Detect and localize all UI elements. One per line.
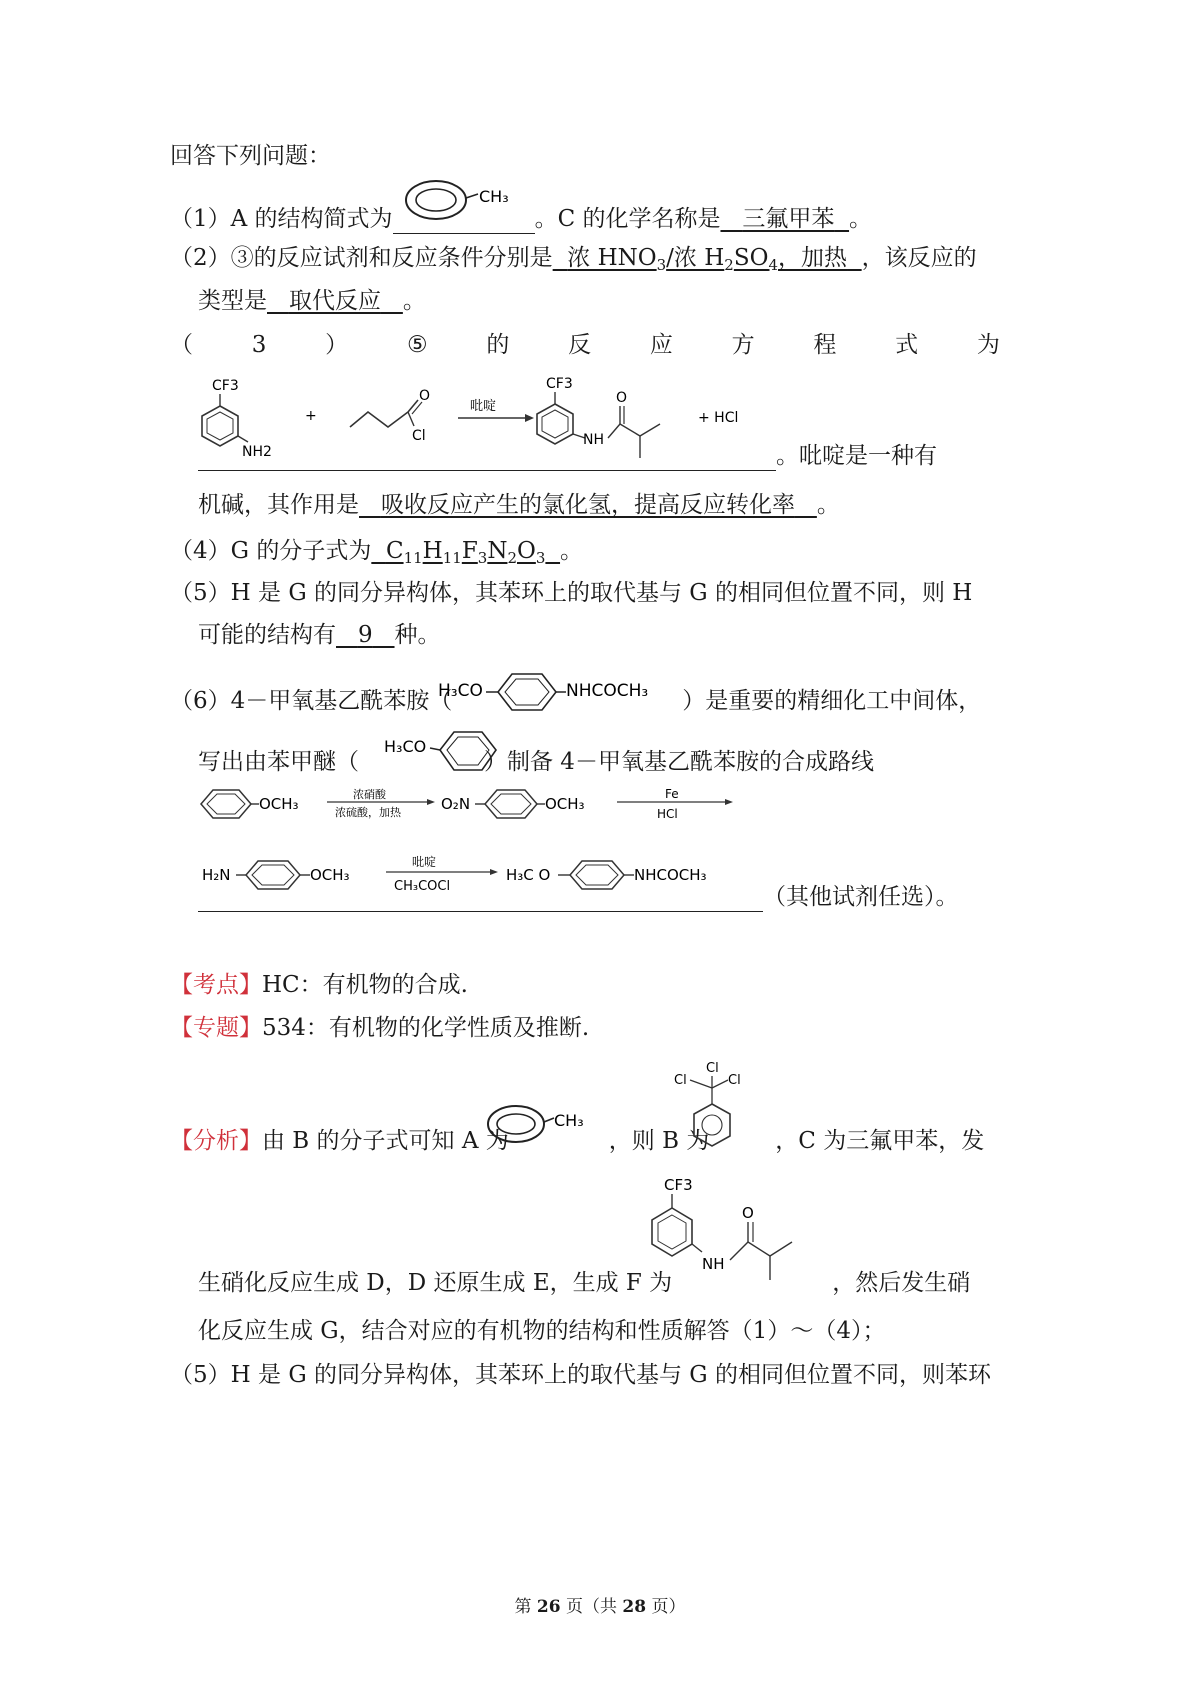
q5-line1: （5）H 是 G 的同分异构体，其苯环上的取代基与 G 的相同但位置不同，则 H bbox=[170, 580, 973, 606]
fenxi-line1: 【分析】由 B 的分子式可知 A 为 ，则 B 为 ，C 为三氟甲苯，发 bbox=[170, 1128, 985, 1154]
q4-formula: $C_{11}H_{11}F_3N_2O_3$ bbox=[385, 538, 546, 567]
svg-text:+ HCl: + HCl bbox=[698, 410, 739, 426]
q1-prefix: （1）A 的结构简式为 bbox=[170, 206, 393, 232]
fenxi-line3: 化反应生成 G，结合对应的有机物的结构和性质解答（1）～（4）； bbox=[198, 1318, 886, 1344]
svg-text:OCH₃: OCH₃ bbox=[545, 795, 585, 813]
svg-text:O: O bbox=[742, 1204, 754, 1222]
svg-text:NHCOCH₃: NHCOCH₃ bbox=[566, 681, 649, 701]
q3-line3: 机碱，其作用是 吸收反应产生的氯化氢，提高反应转化率 。 bbox=[198, 492, 840, 518]
benzotrichloride-structure bbox=[672, 1058, 752, 1158]
svg-text:浓硫酸，加热: 浓硫酸，加热 bbox=[335, 806, 401, 819]
q1-mid: 。C 的化学名称是 bbox=[534, 206, 721, 232]
q3-equation-blank bbox=[198, 444, 776, 471]
toluene-structure-q1 bbox=[402, 176, 522, 226]
q6-line1: （6）4－甲氧基乙酰苯胺（ ）是重要的精细化工中间体， bbox=[170, 688, 982, 714]
svg-text:吡啶: 吡啶 bbox=[412, 855, 437, 869]
kaodian-line: 【考点】HC：有机物的合成. bbox=[170, 972, 468, 998]
q6-line2: 写出由苯甲醚（ ）制备 4－甲氧基乙酰苯胺的合成路线 bbox=[198, 749, 874, 775]
q1-answer: 三氟甲苯 bbox=[742, 206, 835, 232]
svg-text:OCH₃: OCH₃ bbox=[310, 866, 350, 884]
svg-text:CH₃COCl: CH₃COCl bbox=[394, 879, 451, 894]
svg-text:H₃CO: H₃CO bbox=[384, 737, 427, 756]
q6-line3: （其他试剂任选）。 bbox=[198, 882, 959, 912]
fenxi-line2: 生硝化反应生成 D，D 还原生成 E，生成 F 为 ，然后发生硝 bbox=[198, 1270, 971, 1296]
q5-answer: 9 bbox=[357, 622, 373, 648]
anisole-structure bbox=[382, 728, 512, 786]
q2-line1: （2）③的反应试剂和反应条件分别是 浓 $HNO_3/$浓 $H_2SO_4$，加热 ，该反应的 bbox=[170, 245, 977, 274]
svg-text:HCl: HCl bbox=[657, 807, 678, 821]
q4-line: （4）G 的分子式为 $C_{11}H_{11}F_3N_2O_3$ 。 bbox=[170, 538, 584, 567]
svg-text:NHCOCH₃: NHCOCH₃ bbox=[634, 866, 707, 884]
svg-text:O: O bbox=[616, 390, 628, 406]
q3-line1: （ 3 ） ⑤ 的 反 应 方 程 式 为 bbox=[170, 332, 1000, 358]
methoxyacetanilide-structure bbox=[432, 668, 662, 728]
svg-text:Cl: Cl bbox=[412, 428, 426, 444]
svg-text:NH2: NH2 bbox=[242, 444, 272, 460]
svg-text:H₂N: H₂N bbox=[202, 866, 231, 884]
svg-text:OCH₃: OCH₃ bbox=[259, 795, 299, 813]
q5-line2: 可能的结构有 9 种。 bbox=[198, 622, 441, 648]
fenxi-line4: （5）H 是 G 的同分异构体，其苯环上的取代基与 G 的相同但位置不同，则苯环 bbox=[170, 1362, 991, 1388]
q1-line: （1）A 的结构简式为 。C 的化学名称是 三氟甲苯 。 bbox=[170, 206, 873, 232]
svg-text:H₃CO: H₃CO bbox=[438, 681, 483, 701]
svg-text:CF3: CF3 bbox=[212, 378, 239, 394]
svg-text:吡啶: 吡啶 bbox=[470, 399, 497, 414]
compound-f-structure bbox=[636, 1170, 826, 1290]
svg-text:NH: NH bbox=[702, 1255, 725, 1273]
svg-text:CH₃: CH₃ bbox=[554, 1111, 584, 1130]
q6-synthesis-route-step1 bbox=[195, 780, 755, 830]
svg-text:CF3: CF3 bbox=[664, 1176, 693, 1194]
svg-text:Cl: Cl bbox=[728, 1073, 741, 1088]
zhuanti-line: 【专题】534：有机物的化学性质及推断. bbox=[170, 1015, 590, 1041]
toluene-structure-fenxi bbox=[484, 1100, 594, 1150]
page-number: 26 bbox=[536, 1597, 561, 1617]
svg-text:Fe: Fe bbox=[665, 787, 679, 801]
svg-text:+: + bbox=[305, 408, 317, 424]
q2-answer: 浓 $HNO_3/$浓 $H_2SO_4$，加热 bbox=[567, 245, 848, 274]
page-footer: 第 26 页（共 28 页） bbox=[514, 1597, 686, 1617]
svg-text:O: O bbox=[419, 388, 431, 404]
svg-text:NH: NH bbox=[583, 432, 604, 448]
svg-text:Cl: Cl bbox=[674, 1073, 687, 1088]
svg-text:浓硝酸: 浓硝酸 bbox=[353, 788, 386, 801]
zhuanti-tag: 【专题】 bbox=[170, 1015, 262, 1041]
q3-line2: 。吡啶是一种有 bbox=[198, 441, 937, 471]
svg-text:CH₃: CH₃ bbox=[479, 187, 509, 206]
kaodian-tag: 【考点】 bbox=[170, 972, 262, 998]
svg-text:H₃C O: H₃C O bbox=[506, 866, 551, 884]
q6-route-blank bbox=[198, 885, 763, 912]
svg-text:O₂N: O₂N bbox=[441, 795, 471, 813]
intro-text: 回答下列问题： bbox=[170, 143, 331, 169]
page-total: 28 bbox=[622, 1597, 647, 1617]
fenxi-tag: 【分析】 bbox=[170, 1128, 262, 1154]
q3-answer: 吸收反应产生的氯化氢，提高反应转化率 bbox=[380, 492, 795, 518]
svg-text:Cl: Cl bbox=[706, 1061, 719, 1076]
q2-answer2: 取代反应 bbox=[288, 288, 381, 314]
svg-text:CF3: CF3 bbox=[546, 376, 573, 392]
q2-line2: 类型是 取代反应 。 bbox=[198, 288, 426, 314]
